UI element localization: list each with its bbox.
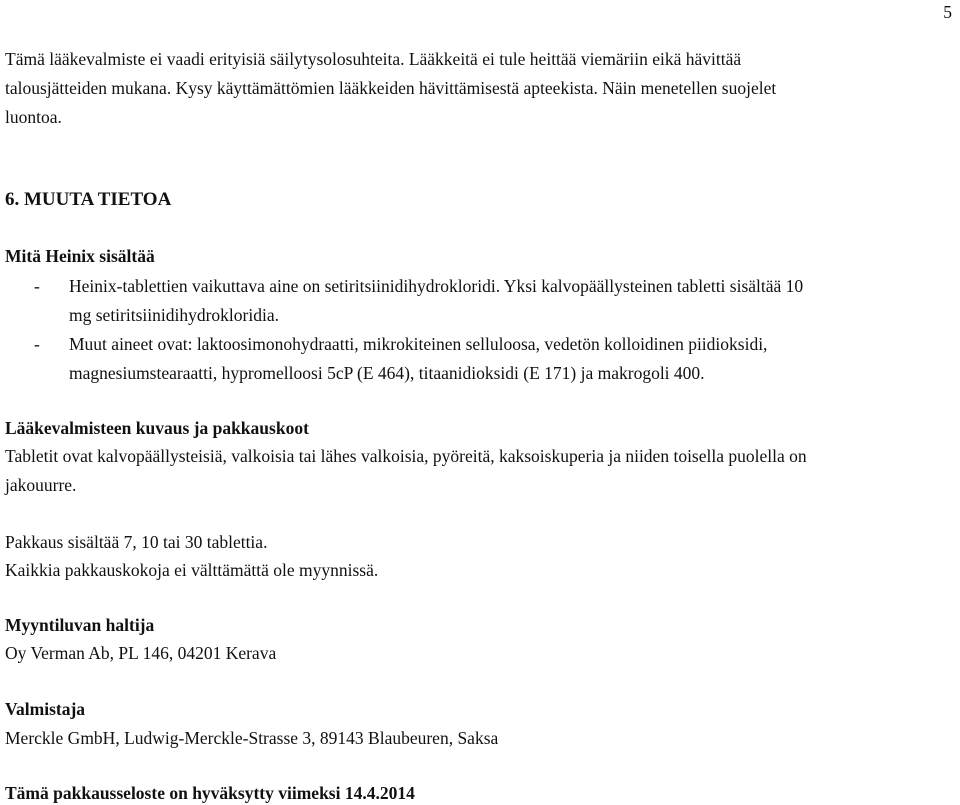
bullet-dash-2: - xyxy=(34,334,40,354)
section-6-title: 6. MUUTA TIETOA xyxy=(5,189,172,210)
package-line-2: Kaikkia pakkauskokoja ei välttämättä ole myynnissä. xyxy=(5,560,379,580)
bullet-1-line-2: mg setiritsiinidihydrokloridia. xyxy=(69,305,279,325)
approval-date: Tämä pakkausseloste on hyväksytty viimeksi 14.4.2014 xyxy=(5,783,415,803)
bullet-dash-1: - xyxy=(34,276,40,296)
storage-text-line-1: Tämä lääkevalmiste ei vaadi erityisiä säilytysolosuhteita. Lääkkeitä ei tule heittää viemäriin eikä hävittää xyxy=(5,49,742,69)
holder-heading: Myyntiluvan haltija xyxy=(5,615,155,635)
description-heading: Lääkevalmisteen kuvaus ja pakkauskoot xyxy=(5,418,309,438)
package-line-1: Pakkaus sisältää 7, 10 tai 30 tablettia. xyxy=(5,532,268,552)
description-line-2: jakouurre. xyxy=(5,475,77,495)
bullet-1-line-1: Heinix-tablettien vaikuttava aine on setiritsiinidihydrokloridi. Yksi kalvopäällysteinen tabletti sisältää 10 xyxy=(69,276,804,296)
description-line-1: Tabletit ovat kalvopäällysteisiä, valkoisia tai lähes valkoisia, pyöreitä, kaksoiskuperia ja niiden toisella puolella on xyxy=(5,446,807,466)
manufacturer-text: Merckle GmbH, Ludwig-Merckle-Strasse 3, 89143 Blaubeuren, Saksa xyxy=(5,728,499,748)
bullet-2-line-2: magnesiumstearaatti, hypromelloosi 5cP (E 464), titaanidioksidi (E 171) ja makrogoli 400. xyxy=(69,363,705,383)
manufacturer-heading: Valmistaja xyxy=(5,699,86,719)
bullet-2-line-1: Muut aineet ovat: laktoosimonohydraatti, mikrokiteinen selluloosa, vedetön kolloidinen piidioksidi, xyxy=(69,334,768,354)
page-number: 5 xyxy=(943,2,952,22)
holder-text: Oy Verman Ab, PL 146, 04201 Kerava xyxy=(5,643,277,663)
storage-text-line-3: luontoa. xyxy=(5,107,62,127)
contents-heading: Mitä Heinix sisältää xyxy=(5,246,155,266)
storage-text-line-2: talousjätteiden mukana. Kysy käyttämättömien lääkkeiden hävittämisestä apteekista. Näin menetellen suojelet xyxy=(5,78,777,98)
